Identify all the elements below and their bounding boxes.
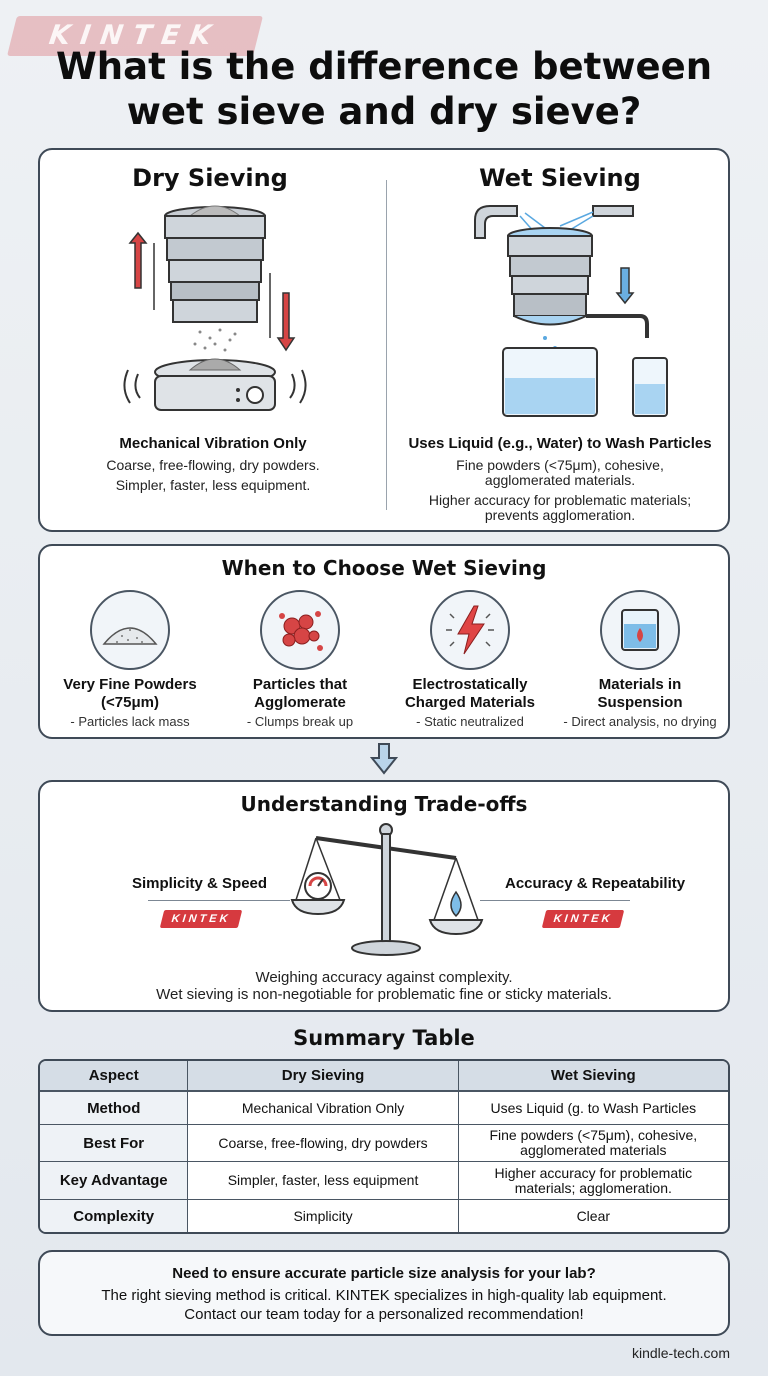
table-header-row bbox=[40, 1061, 728, 1091]
summary-table bbox=[38, 1059, 730, 1234]
wet-caption-title: Uses Liquid (e.g., Water) to Wash Particles bbox=[408, 435, 712, 452]
row-dry: Simpler, faster, less equipment bbox=[187, 1161, 457, 1199]
header-dry: Dry Sieving bbox=[187, 1061, 457, 1091]
powder-pile-icon bbox=[90, 590, 170, 670]
wet-caption-use-line2: agglomerated materials. bbox=[484, 472, 636, 488]
electrostatic-label-2: Charged Materials bbox=[404, 694, 536, 711]
row-wet: Fine powders (<75μm), cohesive, agglomerated materials bbox=[458, 1124, 728, 1161]
row-wet: Clear bbox=[458, 1199, 728, 1232]
left-connector bbox=[148, 900, 290, 901]
cta-panel bbox=[38, 1250, 730, 1336]
arrow-down-icon bbox=[370, 742, 398, 776]
row-dry: Mechanical Vibration Only bbox=[187, 1091, 457, 1124]
dry-caption-advantage: Simpler, faster, less equipment. bbox=[115, 477, 311, 493]
wet-sieve-water-icon bbox=[465, 198, 685, 428]
website-link[interactable]: kindle-tech.com bbox=[631, 1345, 730, 1361]
table-row bbox=[40, 1161, 728, 1199]
suspension-label-2: Suspension bbox=[597, 694, 683, 711]
simplicity-label: Simplicity & Speed bbox=[132, 875, 268, 892]
agglomerate-sub: - Clumps break up bbox=[246, 714, 354, 729]
row-wet: Uses Liquid (g. to Wash Particles bbox=[458, 1091, 728, 1124]
right-connector bbox=[480, 900, 630, 901]
fine-powders-sub: - Particles lack mass bbox=[70, 714, 190, 729]
header-wet: Wet Sieving bbox=[458, 1061, 728, 1091]
cta-heading: Need to ensure accurate particle size analysis for your lab? bbox=[172, 1265, 596, 1282]
summary-title: Summary Table bbox=[293, 1026, 475, 1050]
when-to-choose-panel bbox=[38, 544, 730, 739]
row-aspect: Best For bbox=[40, 1124, 187, 1161]
suspension-label-1: Materials in bbox=[598, 676, 682, 693]
row-dry: Coarse, free-flowing, dry powders bbox=[187, 1124, 457, 1161]
wet-caption-advantage-line1: Higher accuracy for problematic materials; bbox=[428, 492, 692, 508]
cta-text bbox=[40, 1286, 728, 1324]
electrostatic-sub: - Static neutralized bbox=[416, 714, 524, 729]
fine-powders-label-2: (<75μm) bbox=[101, 694, 159, 711]
column-divider bbox=[386, 180, 387, 510]
tradeoffs-line-1: Weighing accuracy against complexity. bbox=[255, 969, 513, 986]
row-aspect: Key Advantage bbox=[40, 1161, 187, 1199]
when-to-choose-title: When to Choose Wet Sieving bbox=[221, 556, 547, 580]
suspension-sub: - Direct analysis, no drying bbox=[563, 714, 717, 729]
wet-sieving-title: Wet Sieving bbox=[479, 164, 641, 192]
tradeoffs-panel bbox=[38, 780, 730, 1012]
table-row bbox=[40, 1091, 728, 1124]
kintek-badge-left: KINTEK bbox=[160, 910, 242, 928]
balance-scale-icon bbox=[286, 822, 486, 962]
wet-caption-advantage-line2: prevents agglomeration. bbox=[484, 507, 636, 523]
electrostatic-label-1: Electrostatically bbox=[412, 676, 528, 693]
row-aspect: Complexity bbox=[40, 1199, 187, 1232]
tradeoffs-line-2: Wet sieving is non-negotiable for problematic fine or sticky materials. bbox=[156, 986, 612, 1003]
accuracy-label: Accuracy & Repeatability bbox=[505, 875, 686, 892]
beaker-drop-icon bbox=[600, 590, 680, 670]
comparison-panel bbox=[38, 148, 730, 532]
table-row bbox=[40, 1199, 728, 1232]
dry-caption-title: Mechanical Vibration Only bbox=[119, 435, 307, 452]
lightning-icon bbox=[430, 590, 510, 670]
agglomerate-label-2: Agglomerate bbox=[254, 694, 346, 711]
tradeoffs-title: Understanding Trade-offs bbox=[240, 792, 528, 816]
particle-cluster-icon bbox=[260, 590, 340, 670]
dry-sieve-shaker-icon bbox=[110, 198, 320, 428]
row-aspect: Method bbox=[40, 1091, 187, 1124]
table-row bbox=[40, 1124, 728, 1161]
page-title: What is the difference between wet sieve and dry sieve? bbox=[55, 45, 713, 133]
fine-powders-label-1: Very Fine Powders bbox=[63, 676, 197, 693]
header-aspect: Aspect bbox=[40, 1061, 187, 1091]
kintek-badge-right: KINTEK bbox=[542, 910, 624, 928]
cta-line-1: The right sieving method is critical. KINTEK specializes in high-quality lab equipment. bbox=[101, 1287, 667, 1304]
agglomerate-label-1: Particles that bbox=[252, 676, 348, 693]
dry-sieving-title: Dry Sieving bbox=[132, 164, 288, 192]
wet-caption-use-line1: Fine powders (<75μm), cohesive, bbox=[456, 457, 664, 473]
row-wet: Higher accuracy for problematic materials; agglomeration. bbox=[458, 1161, 728, 1199]
kintek-logo: KINTEK bbox=[7, 16, 263, 56]
row-dry: Simplicity bbox=[187, 1199, 457, 1232]
cta-line-2: Contact our team today for a personalized recommendation! bbox=[184, 1306, 584, 1323]
dry-caption-use: Coarse, free-flowing, dry powders. bbox=[106, 457, 320, 473]
